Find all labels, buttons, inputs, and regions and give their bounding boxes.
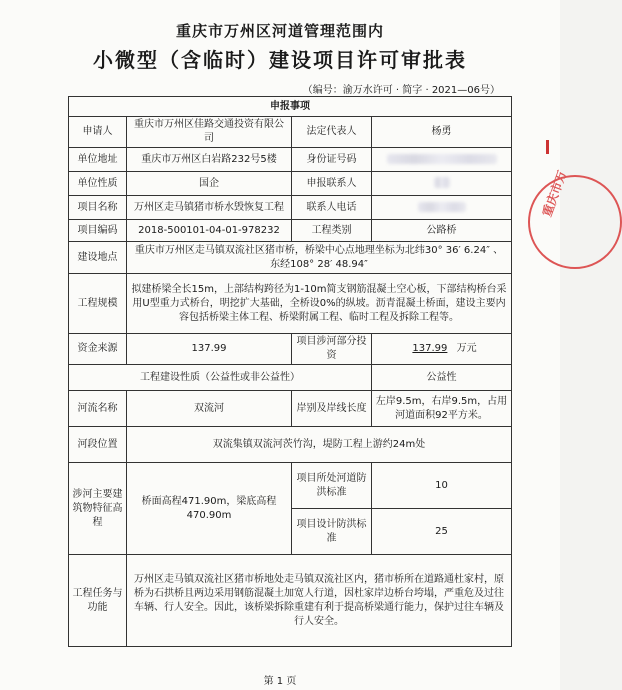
applicant-value: 重庆市万州区佳路交通投资有限公司 [127,117,292,148]
segment-value: 双流集镇双流河茨竹沟，堤防工程上游约24m处 [127,427,512,463]
project-name-value: 万州区走马镇猪市桥水毁恢复工程 [127,196,292,220]
legal-rep-label: 法定代表人 [292,117,372,148]
elev-value: 桥面高程471.90m，梁底高程470.90m [127,463,292,555]
document-code: （编号：渝万水许可 · 简字 · 2021—06号） [302,85,500,96]
id-value-redacted [372,148,512,172]
project-code-label: 项目编码 [69,220,127,242]
river-row [69,391,512,427]
segment-row [69,427,512,463]
phone-value-redacted [372,196,512,220]
design-std-value: 25 [372,509,512,555]
project-type-value: 公路桥 [372,220,512,242]
task-label: 工程任务与功能 [69,555,127,647]
address-label: 单位地址 [69,148,127,172]
river-label: 河流名称 [69,391,127,427]
project-code-row [69,220,512,242]
fund-value: 137.99 [127,334,292,365]
task-row [69,555,512,647]
applicant-label: 申请人 [69,117,127,148]
legal-rep-value: 杨勇 [372,117,512,148]
redaction-mark [434,177,450,188]
site-label: 建设地点 [69,242,127,274]
flood-std-value: 10 [372,463,512,509]
bank-value: 左岸9.5m，右岸9.5m，占用河道面积92平方米。 [372,391,512,427]
scale-value: 拟建桥梁全长15m，上部结构跨径为1-10m简支钢筋混凝土空心板，下部结构桥台采用U型重力式桥台，明挖扩大基础，全桥设0%的纵坡。沥青混凝土桥面，建设主要内容包括桥梁主体工程、桥梁附属工程、临时工程及拆除工程等。 [127,274,512,334]
approval-form-table [68,96,512,647]
section-header-row [69,97,512,117]
redaction-mark [418,202,466,212]
title-line-1: 重庆市万州区河道管理范围内 [175,22,384,40]
project-type-label: 工程类别 [292,220,372,242]
flood-std-label: 项目所处河道防洪标准 [292,463,372,509]
official-seal [528,168,622,269]
project-name-row [69,196,512,220]
project-name-label: 项目名称 [69,196,127,220]
red-edge-mark [546,140,549,154]
seal-text: 重庆市万 [539,168,570,219]
section-title: 申报事项 [69,97,512,117]
nature-row [69,172,512,196]
elev-label: 涉河主要建筑物特征高程 [69,463,127,555]
fund-label: 资金来源 [69,334,127,365]
river-value: 双流河 [127,391,292,427]
phone-label: 联系人电话 [292,196,372,220]
design-std-label: 项目设计防洪标准 [292,509,372,555]
contact-label: 申报联系人 [292,172,372,196]
contact-value-redacted [372,172,512,196]
title-line-2: 小微型（含临时）建设项目许可审批表 [93,48,467,72]
task-value: 万州区走马镇双流社区猪市桥地处走马镇双流社区内，猪市桥所在道路通杜家村，原桥为石拱桥且两边采用钢筋混凝土加宽人行道，因杜家岸边桥台垮塌，严重危及过往车辆、行人安全。因此，该桥梁拆除重建有利于提高桥梁通行能力，保护过往车辆及行人安全。 [127,555,512,647]
invest-label: 项目涉河部分投资 [292,334,372,365]
site-value: 重庆市万州区走马镇双流社区猪市桥，桥梁中心点地理坐标为北纬30° 36′ 6.24″ 、东经108° 28′ 48.94″ [127,242,512,274]
project-code-value: 2018-500101-04-01-978232 [127,220,292,242]
address-value: 重庆市万州区白岩路232号5楼 [127,148,292,172]
welfare-row [69,365,512,391]
welfare-value: 公益性 [372,365,512,391]
fund-row [69,334,512,365]
scale-label: 工程规模 [69,274,127,334]
nature-value: 国企 [127,172,292,196]
bank-label: 岸别及岸线长度 [292,391,372,427]
scale-row [69,274,512,334]
applicant-row [69,117,512,148]
site-row [69,242,512,274]
page-number: 第 1 页 [263,676,297,687]
segment-label: 河段位置 [69,427,127,463]
redaction-mark [387,154,497,164]
welfare-label: 工程建设性质（公益性或非公益性） [69,365,372,391]
id-label: 身份证号码 [292,148,372,172]
invest-cell [372,334,512,365]
invest-unit: 万元 [456,343,477,354]
address-row [69,148,512,172]
invest-value: 137.99 [412,343,448,354]
elevation-row-1 [69,463,512,509]
nature-label: 单位性质 [69,172,127,196]
